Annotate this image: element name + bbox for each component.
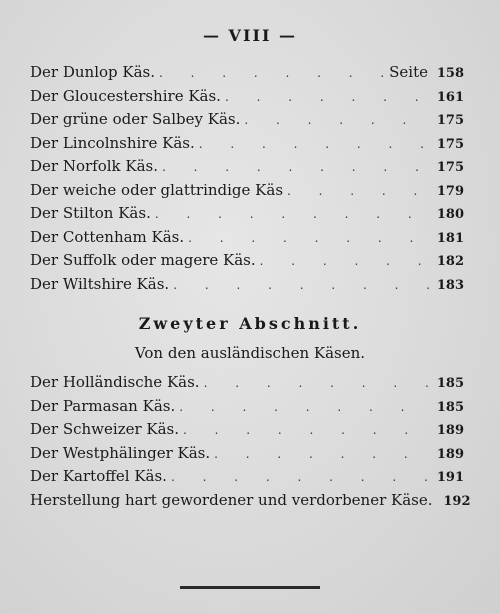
toc-entry [30, 490, 471, 515]
toc-entry-page-number: 175 [436, 113, 464, 128]
toc-entry-title: Der Norfolk Käs. [30, 157, 159, 175]
toc-entry [30, 63, 464, 87]
toc-entry [30, 134, 464, 158]
dot-leader [225, 90, 430, 104]
dot-leader [155, 207, 430, 221]
dot-leader [188, 231, 430, 245]
toc-entry-title: Der Wiltshire Käs. [30, 274, 170, 293]
section-title: Zweyter Abschnitt. [138, 314, 362, 333]
toc-entry-page-number: 181 [436, 230, 464, 246]
toc-entry [30, 251, 464, 275]
toc-entry-page-number: 175 [436, 160, 464, 175]
toc-entry-page-number: 180 [436, 207, 464, 222]
toc-entry [30, 110, 464, 134]
toc-entry [30, 228, 464, 252]
toc-entry-title: Der Stilton Käs. [30, 204, 151, 222]
toc-entry-page-number: 185 [436, 399, 464, 415]
toc-entry-page-number: 192 [443, 493, 471, 509]
dot-leader [173, 278, 430, 292]
toc-entry-page-number: 191 [436, 470, 464, 485]
dot-leader [162, 160, 430, 174]
toc-entry-page-number: 185 [436, 376, 464, 391]
footer-rule [180, 586, 320, 589]
toc-entry-title: Der grüne oder Salbey Käs. [30, 110, 241, 128]
toc-entry-title: Der Parmasan Käs. [30, 396, 176, 415]
toc-entry-page-number: 189 [436, 446, 464, 462]
toc-entry [30, 275, 464, 299]
dot-leader [183, 423, 430, 437]
toc-entry [30, 444, 464, 468]
toc-entry-title: Der Holländische Käs. [30, 373, 200, 391]
dot-leader [204, 376, 430, 390]
toc-entry-title: Der Cottenham Käs. [30, 227, 185, 246]
dot-leader [159, 66, 385, 80]
toc-entry [30, 87, 464, 111]
toc-entry [30, 467, 464, 491]
toc-entry [30, 420, 464, 444]
toc-entry [30, 181, 464, 205]
dot-leader [171, 470, 430, 484]
toc-entry [30, 397, 464, 421]
toc-entry-title: Der Westphälinger Käs. [30, 443, 211, 462]
dot-leader [199, 137, 430, 151]
toc-entry-page-number: 179 [436, 183, 464, 199]
toc-entry-title: Herstellung hart gewordener und verdorbener Käse. [30, 490, 433, 509]
toc-entry-title: Der Dunlop Käs. [30, 63, 156, 81]
toc-group-foreign-cheeses [30, 373, 471, 514]
section-subtitle: Von den ausländischen Käsen. [134, 344, 366, 362]
toc-entry-page-number: 158 [436, 66, 464, 81]
dot-leader [287, 184, 430, 198]
toc-entry [30, 373, 464, 397]
toc-entry-title: Der Gloucestershire Käs. [30, 86, 221, 105]
toc-entry-title: Der Suffolk oder magere Käs. [30, 251, 256, 269]
toc-entry-title: Der Lincolnshire Käs. [30, 133, 195, 152]
toc-group-english-cheeses [30, 63, 464, 298]
page-prefix: Seite [389, 63, 428, 81]
toc-entry-page-number: 161 [436, 89, 464, 105]
dot-leader [179, 400, 430, 414]
dot-leader [260, 254, 430, 268]
toc-entry-title: Der weiche oder glattrindige Käs [30, 180, 284, 199]
toc-entry-page-number: 183 [436, 277, 464, 293]
dot-leader [214, 447, 430, 461]
dot-leader [244, 113, 430, 127]
toc-entry-page-number: 189 [436, 423, 464, 438]
toc-entry [30, 204, 464, 228]
page-header: — VIII — [202, 26, 297, 45]
toc-entry-page-number: 182 [436, 254, 464, 269]
toc-entry-title: Der Kartoffel Käs. [30, 467, 167, 485]
toc-entry [30, 157, 464, 181]
toc-entry-title: Der Schweizer Käs. [30, 420, 180, 438]
toc-entry-page-number: 175 [436, 136, 464, 152]
